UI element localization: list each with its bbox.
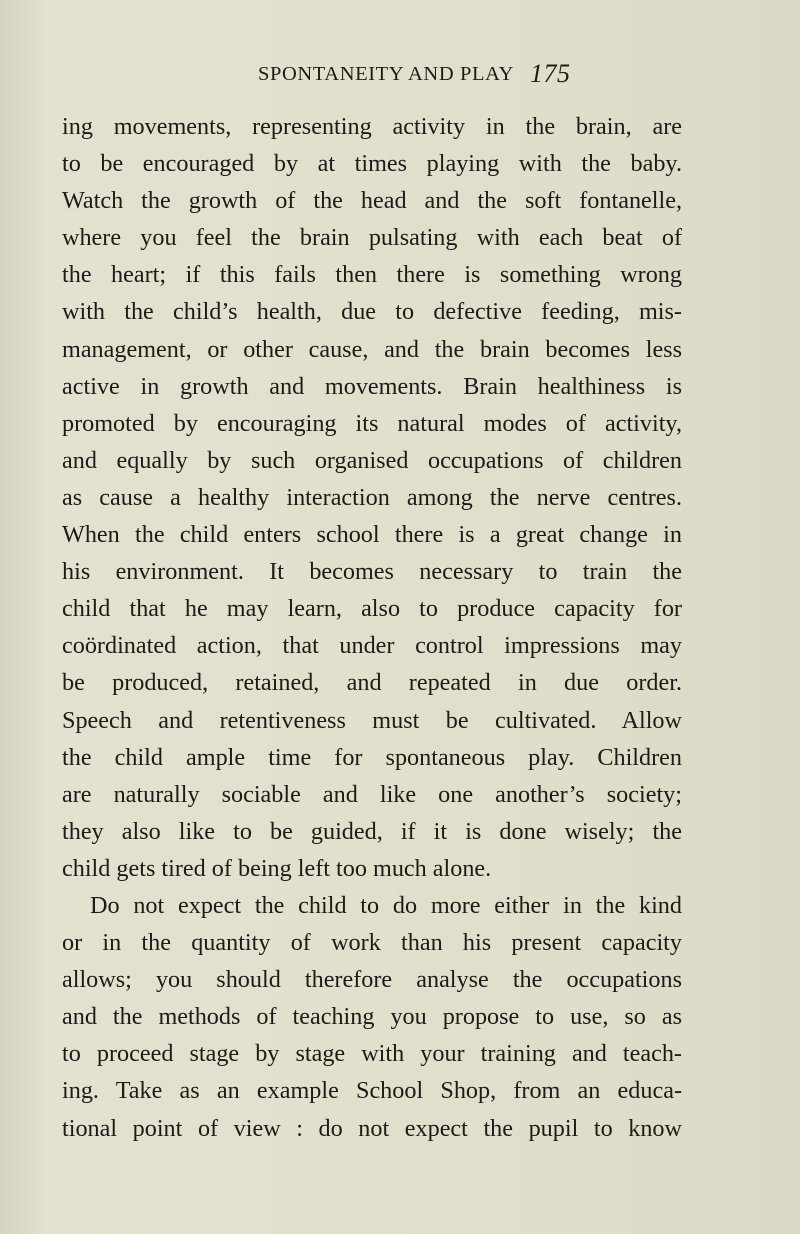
text-line: Speech and retentiveness must be cultivated. Allow xyxy=(62,706,682,734)
text-line: promoted by encouraging its natural modes of activity, xyxy=(62,409,682,437)
running-head-title: SPONTANEITY AND PLAY xyxy=(258,63,514,85)
text-line: When the child enters school there is a great change in xyxy=(62,521,682,549)
text-line: coördinated action, that under control impressions may xyxy=(62,632,682,660)
paragraph-end-line: child gets tired of being left too much alone. xyxy=(62,854,492,882)
text-line: where you feel the brain pulsating with each beat of xyxy=(62,224,682,252)
paragraph-start-line: Do not expect the child to do more either in the kind xyxy=(90,891,682,919)
text-line: the child ample time for spontaneous play. Children xyxy=(62,743,682,771)
text-line: allows; you should therefore analyse the occupations xyxy=(62,966,682,994)
text-line: they also like to be guided, if it is done wisely; the xyxy=(62,817,682,845)
page-number: 175 xyxy=(530,59,571,88)
body-text xyxy=(62,108,682,1147)
text-line: or in the quantity of work than his present capacity xyxy=(62,929,682,957)
text-line: and equally by such organised occupations of children xyxy=(62,446,682,474)
text-line: to be encouraged by at times playing with the baby. xyxy=(62,150,682,178)
text-line: management, or other cause, and the brain becomes less xyxy=(62,335,682,363)
text-line: are naturally sociable and like one another’s society; xyxy=(62,780,682,808)
running-head xyxy=(0,60,800,100)
text-line: ing. Take as an example School Shop, from an educa- xyxy=(62,1077,682,1105)
text-line: the heart; if this fails then there is something wrong xyxy=(62,261,682,289)
text-line: to proceed stage by stage with your training and teach- xyxy=(62,1040,682,1068)
text-line: his environment. It becomes necessary to train the xyxy=(62,558,682,586)
text-line: active in growth and movements. Brain healthiness is xyxy=(62,372,682,400)
text-line: Watch the growth of the head and the soft fontanelle, xyxy=(62,187,682,215)
text-line: ing movements, representing activity in the brain, are xyxy=(62,113,682,140)
text-line: and the methods of teaching you propose to use, so as xyxy=(62,1003,682,1031)
text-line: tional point of view : do not expect the pupil to know xyxy=(62,1114,682,1142)
text-line: with the child’s health, due to defective feeding, mis- xyxy=(62,298,682,326)
text-line: be produced, retained, and repeated in due order. xyxy=(62,669,682,697)
text-line: as cause a healthy interaction among the nerve centres. xyxy=(62,483,682,511)
text-line: child that he may learn, also to produce capacity for xyxy=(62,595,682,623)
